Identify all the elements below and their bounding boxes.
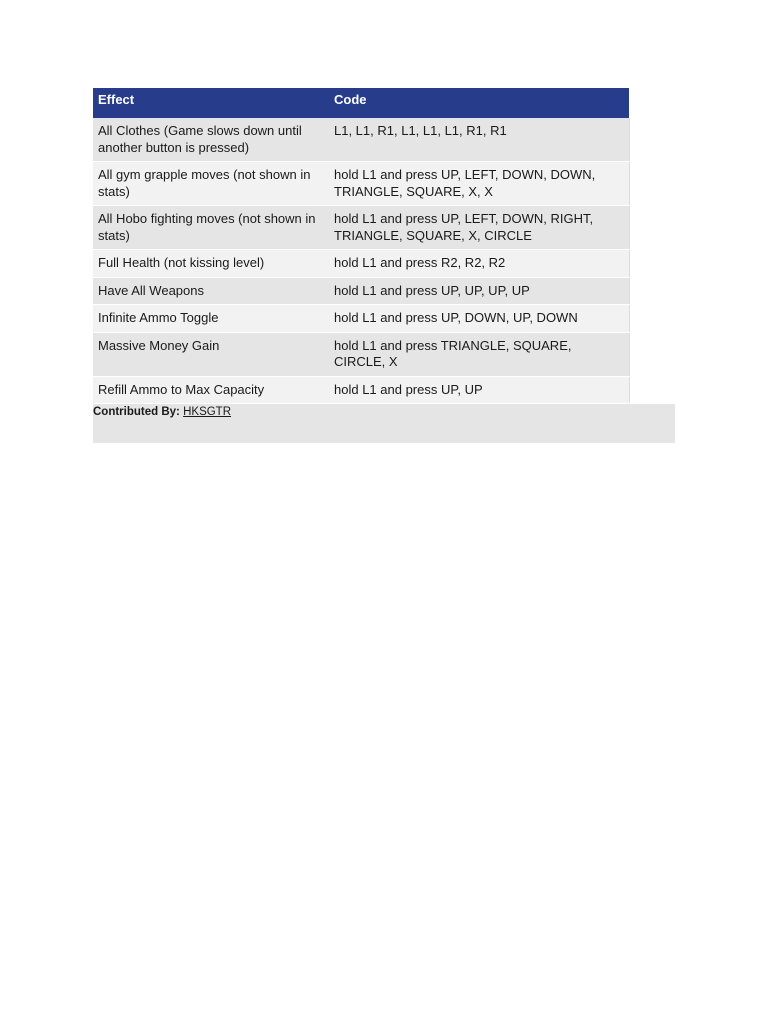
effect-cell: All gym grapple moves (not shown in stats) [93, 162, 329, 206]
contributor-bar [93, 404, 675, 443]
code-cell: hold L1 and press TRIANGLE, SQUARE, CIRCLE, X [329, 332, 629, 376]
table-row [93, 277, 629, 305]
table-row [93, 305, 629, 333]
code-cell: L1, L1, R1, L1, L1, L1, R1, R1 [329, 118, 629, 162]
code-cell: hold L1 and press UP, LEFT, DOWN, DOWN, TRIANGLE, SQUARE, X, X [329, 162, 629, 206]
contributor-link[interactable]: HKSGTR [183, 406, 232, 418]
table-row [93, 206, 629, 250]
effect-cell: All Clothes (Game slows down until another button is pressed) [93, 118, 329, 162]
table-header-row [93, 88, 629, 118]
table-row [93, 162, 629, 206]
code-cell: hold L1 and press UP, LEFT, DOWN, RIGHT, TRIANGLE, SQUARE, X, CIRCLE [329, 206, 629, 250]
effect-cell: Massive Money Gain [93, 332, 329, 376]
cheat-codes-section [93, 88, 675, 443]
effect-cell: Have All Weapons [93, 277, 329, 305]
table-row [93, 376, 629, 404]
column-header-code: Code [329, 88, 629, 118]
table-row [93, 118, 629, 162]
code-cell: hold L1 and press UP, DOWN, UP, DOWN [329, 305, 629, 333]
code-cell: hold L1 and press UP, UP, UP, UP [329, 277, 629, 305]
code-cell: hold L1 and press R2, R2, R2 [329, 250, 629, 278]
column-header-effect: Effect [93, 88, 329, 118]
effect-cell: Refill Ammo to Max Capacity [93, 376, 329, 404]
effect-cell: All Hobo fighting moves (not shown in stats) [93, 206, 329, 250]
table-row [93, 250, 629, 278]
code-cell: hold L1 and press UP, UP [329, 376, 629, 404]
contributor-label: Contributed By: [93, 406, 180, 418]
effect-cell: Full Health (not kissing level) [93, 250, 329, 278]
cheat-codes-table [93, 88, 630, 404]
effect-cell: Infinite Ammo Toggle [93, 305, 329, 333]
table-row [93, 332, 629, 376]
